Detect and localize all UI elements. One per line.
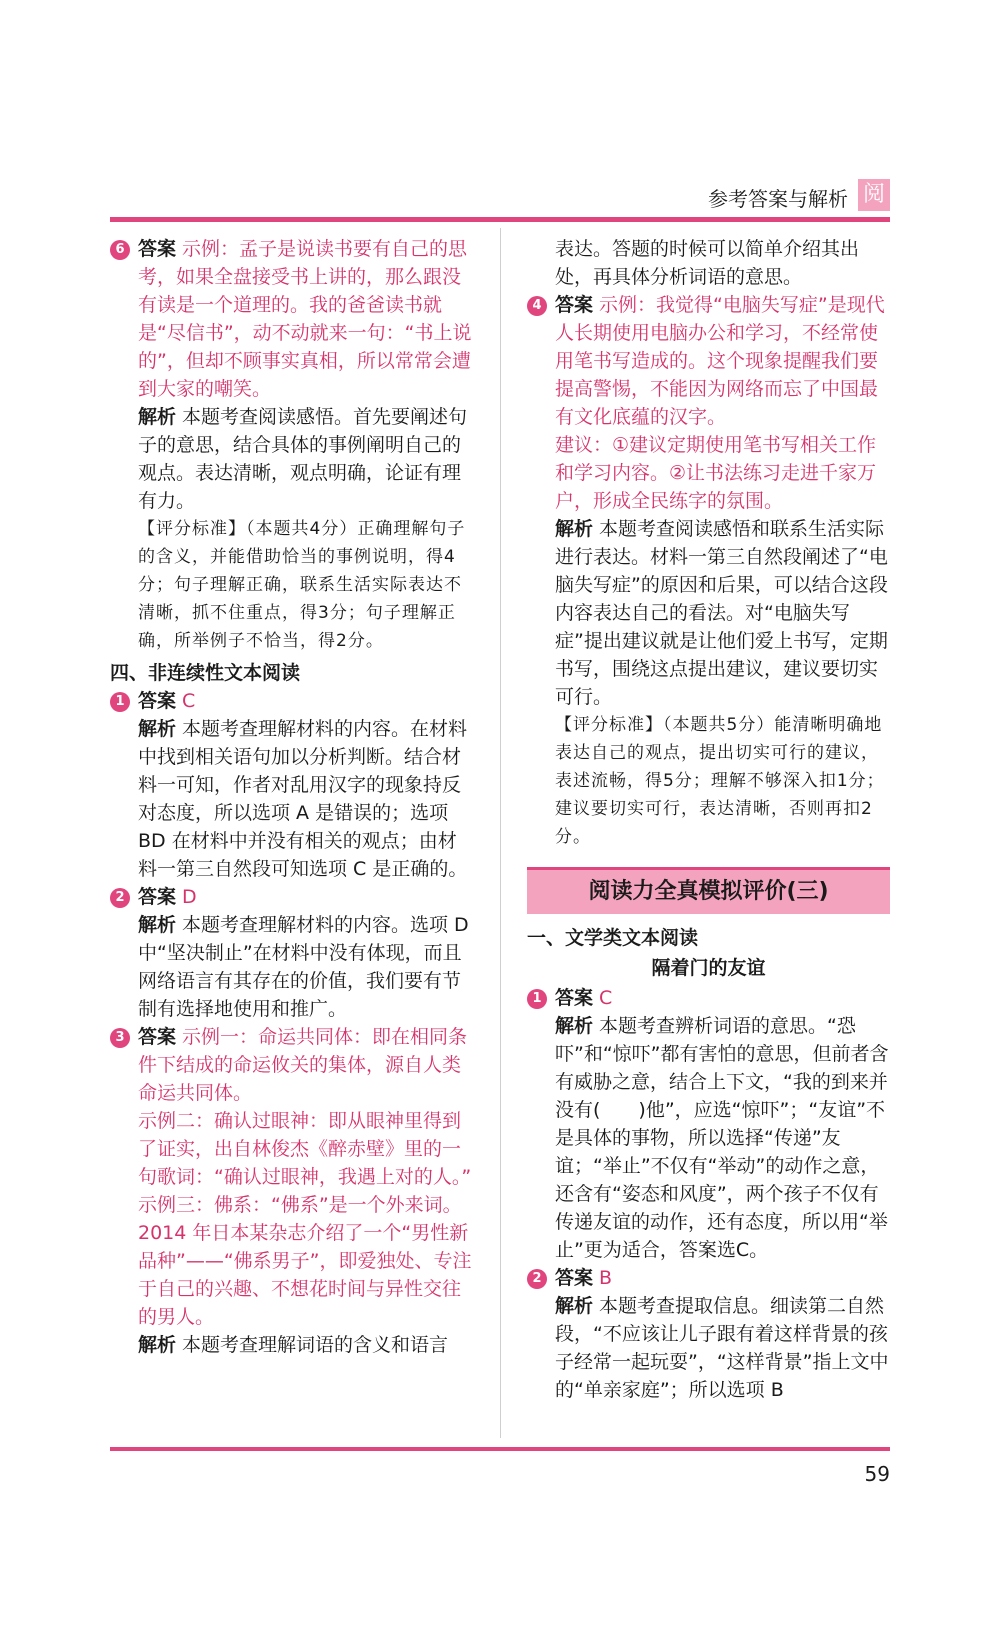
header-title: 参考答案与解析 [708,187,848,211]
answer-text: C [599,987,613,1009]
analysis-label: 解析 [138,914,177,936]
analysis-text: 本题考查阅读感悟和联系生活实际进行表达。材料一第三自然段阐述了“电脑失写症”的原因和后果，可以结合这段内容表达自己的看法。对“电脑失写症”提出建议就是让他们爱上书写，定期书写，围绕这点提出建议，建议要切实可行。 [555,518,888,708]
section-banner: 阅读力全真模拟评价(三) [527,867,890,914]
question-number-badge: 1 [527,989,547,1009]
analysis-text: 本题考查理解材料的内容。在材料中找到相关语句加以分析判断。结合材料一可知，作者对乱用汉字的现象持反对态度，所以选项 A 是错误的；选项 BD 在材料中并没有相关的观点；由材料一第三自然段可知选项 C 是正确的。 [138,718,468,880]
page-header [110,175,890,215]
column-separator [500,228,501,1438]
answer-label: 答案 [555,1267,594,1289]
story-title: 隔着门的友谊 [651,957,766,979]
top-rule [110,217,890,222]
bottom-rule [110,1447,890,1451]
answer-text: C [182,690,196,712]
page-number: 59 [864,1462,890,1486]
analysis-text: 本题考查理解材料的内容。选项 D 中“坚决制止”在材料中没有体现，而且网络语言有其存在的价值，我们要有节制有选择地使用和推广。 [138,914,469,1020]
question-r-1 [527,984,890,1264]
answer-label: 答案 [138,886,177,908]
analysis-label: 解析 [555,518,594,540]
answer-example-2: 示例二：确认过眼神：即从眼神里得到了证实，出自林俊杰《醉赤壁》里的一句歌词：“确认过眼神，我遇上对的人。” [138,1110,472,1188]
answer-label: 答案 [138,1026,177,1048]
question-number-badge: 2 [527,1269,547,1289]
question-s4-2 [110,883,475,1023]
answer-label: 答案 [138,690,177,712]
section-heading: 一、文学类文本阅读 [527,927,699,949]
answer-label: 答案 [555,294,594,316]
suggestion-text: 建议：①建议定期使用笔书写相关工作和学习内容。②让书法练习走进千家万户，形成全民练字的氛围。 [555,434,877,512]
analysis-label: 解析 [138,718,177,740]
continued-analysis: 表达。答题的时候可以简单介绍其出处，再具体分析词语的意思。 [555,238,860,288]
analysis-label: 解析 [138,406,177,428]
analysis-label: 解析 [138,1334,177,1356]
analysis-text: 本题考查阅读感悟。首先要阐述句子的意思，结合具体的事例阐明自己的观点。表达清晰，观点明确，论证有理有力。 [138,406,468,512]
question-s4-3 [110,1023,475,1359]
analysis-text: 本题考查辨析词语的意思。“恐吓”和“惊吓”都有害怕的意思，但前者含有威胁之意，结合上下文，“我的到来并没有( )他”，应选“惊吓”；“友谊”不是具体的事物，所以选择“传递”友谊；“举止”不仅有“举动”的动作之意，还含有“姿态和风度”，两个孩子不仅有传递友谊的动作，还有态度，所以用“举止”更为适合，答案选C。 [555,1015,889,1261]
question-number-badge: 3 [110,1028,130,1048]
question-number-badge: 4 [527,296,547,316]
analysis-label: 解析 [555,1015,594,1037]
scoring-standard: 【评分标准】（本题共4分）正确理解句子的含义，并能借助恰当的事例说明，得4分；句子理解正确，联系生活实际表达不清晰，抓不住重点，得3分；句子理解正确，所举例子不恰当，得2分。 [138,519,466,651]
answer-label: 答案 [138,238,177,260]
question-s4-4 [527,291,890,851]
analysis-text: 本题考查提取信息。细读第二自然段，“不应该让儿子跟有着这样背景的孩子经常一起玩耍”，“这样背景”指上文中的“单亲家庭”；所以选项 B [555,1295,889,1401]
scoring-standard: 【评分标准】（本题共5分）能清晰明确地表达自己的观点，提出切实可行的建议，表述流畅，得5分；理解不够深入扣1分；建议要切实可行，表达清晰，否则再扣2分。 [555,715,885,847]
question-s4-1 [110,687,475,883]
answer-text: 示例：我觉得“电脑失写症”是现代人长期使用电脑办公和学习，不经常使用笔书写造成的。这个现象提醒我们要提高警惕，不能因为网络而忘了中国最有文化底蕴的汉字。 [555,294,885,428]
question-number-badge: 2 [110,888,130,908]
question-number-badge: 6 [110,240,130,260]
header-badge: 阅 [858,179,890,211]
answer-text: B [599,1267,613,1289]
question-r-2 [527,1264,890,1404]
answer-label: 答案 [555,987,594,1009]
answer-example-1: 示例一：命运共同体：即在相同条件下结成的命运攸关的集体，源自人类命运共同体。 [138,1026,468,1104]
section-heading: 四、非连续性文本阅读 [110,662,301,684]
answer-example-3: 示例三：佛系：“佛系”是一个外来词。2014 年日本某杂志介绍了一个“男性新品种”——“佛系男子”，即爱独处、专注于自己的兴趣、不想花时间与异性交往的男人。 [138,1194,472,1328]
answer-text: D [182,886,197,908]
analysis-text: 本题考查理解词语的含义和语言 [182,1334,449,1356]
answer-text: 示例：孟子是说读书要有自己的思考，如果全盘接受书上讲的，那么跟没有读是一个道理的。我的爸爸读书就是“尽信书”，动不动就来一句：“书上说的”，但却不顾事实真相，所以常常会遭到大家的嘲笑。 [138,238,472,400]
analysis-label: 解析 [555,1295,594,1317]
left-column [110,235,475,1359]
question-number-badge: 1 [110,692,130,712]
question-6 [110,235,475,655]
right-column [527,235,890,1404]
